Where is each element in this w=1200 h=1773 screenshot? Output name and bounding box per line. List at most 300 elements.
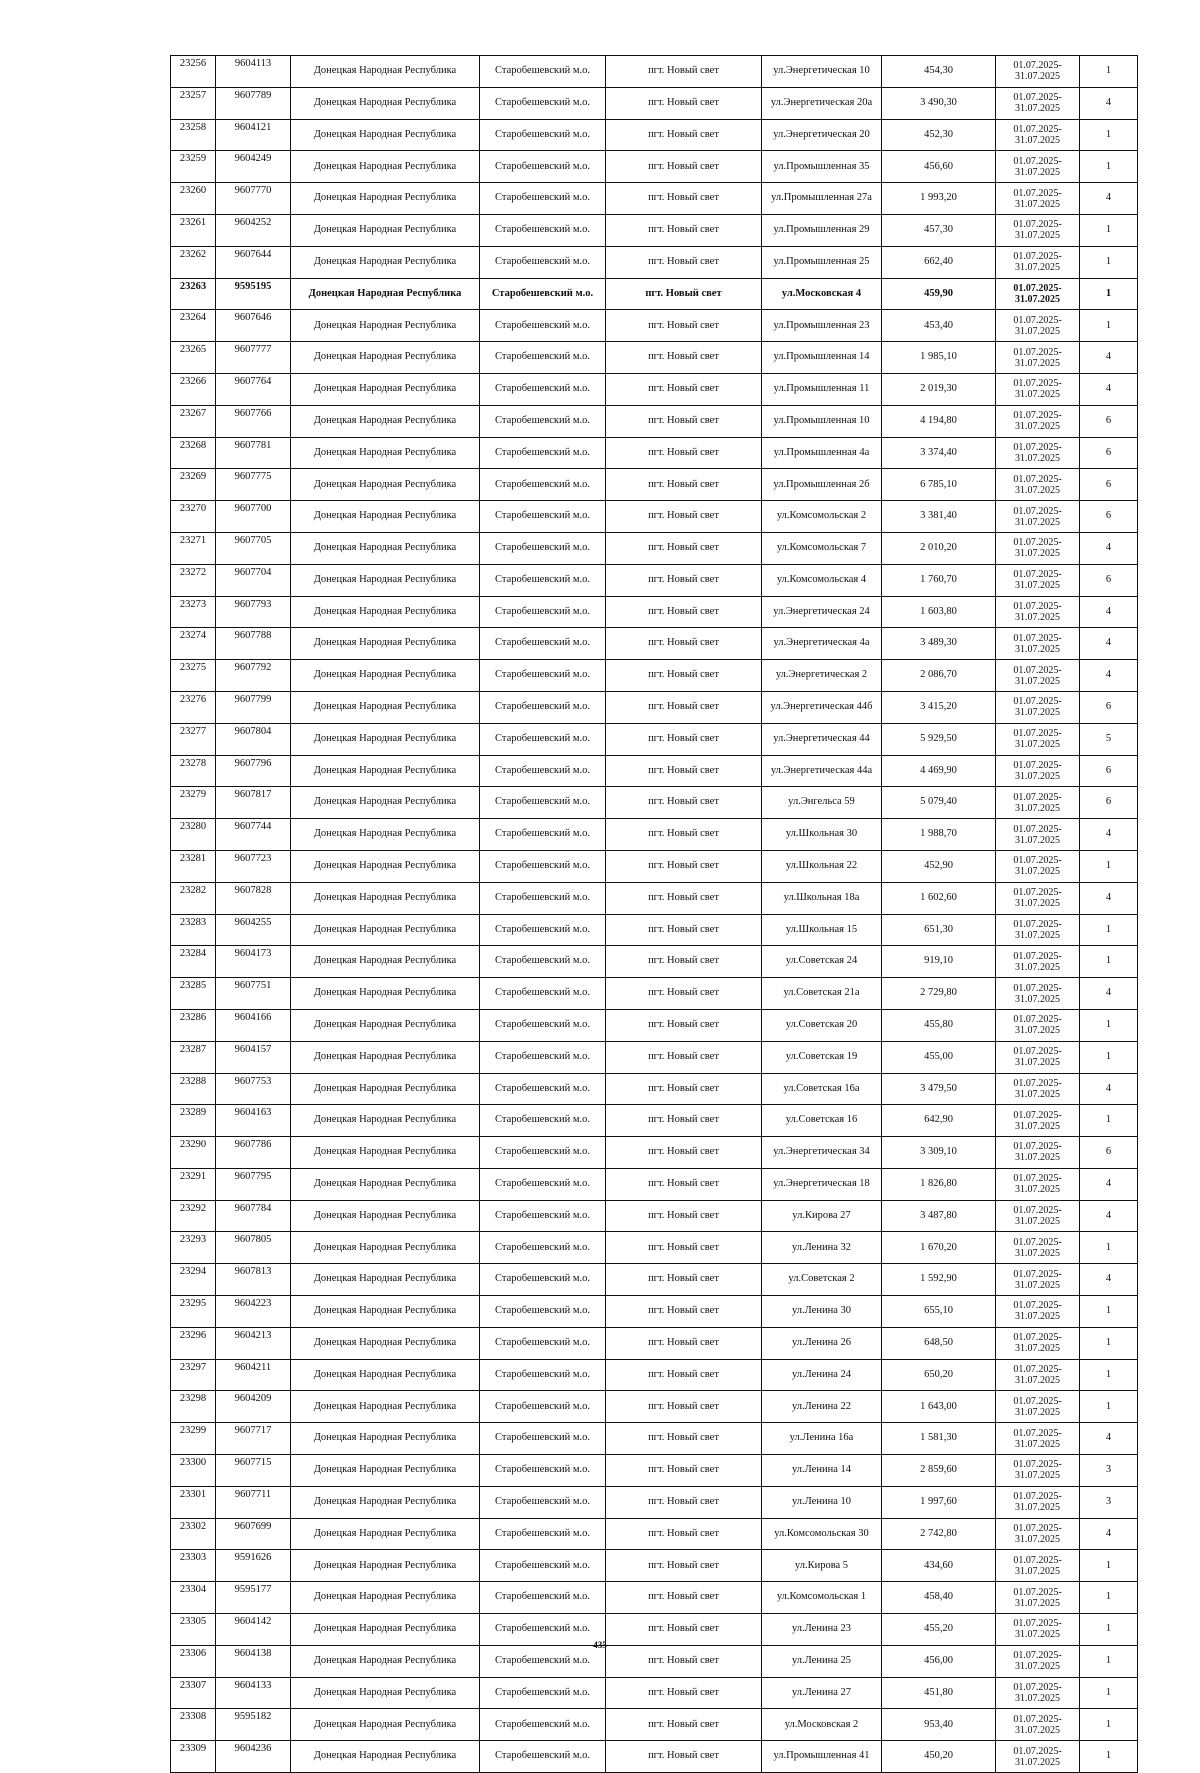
period-range-cell: 01.07.2025-31.07.2025	[996, 437, 1080, 469]
area-value-cell: 4 469,90	[882, 755, 996, 787]
area-value-cell: 662,40	[882, 246, 996, 278]
row-number-cell: 23303	[171, 1550, 216, 1582]
district-name-cell: Старобешевский м.о.	[480, 787, 606, 819]
row-number-cell: 23285	[171, 978, 216, 1010]
district-name-cell: Старобешевский м.о.	[480, 882, 606, 914]
district-name-cell: Старобешевский м.о.	[480, 214, 606, 246]
settlement-name-cell: пгт. Новый свет	[606, 183, 762, 215]
table-row	[171, 1296, 1138, 1328]
street-address-cell: ул.Энгельса 59	[762, 787, 882, 819]
table-row	[171, 1677, 1138, 1709]
table-row	[171, 1582, 1138, 1614]
row-number-cell: 23271	[171, 532, 216, 564]
district-name-cell: Старобешевский м.о.	[480, 342, 606, 374]
region-name-cell: Донецкая Народная Республика	[291, 1645, 480, 1677]
count-value-cell: 6	[1080, 787, 1138, 819]
street-address-cell: ул.Кирова 27	[762, 1200, 882, 1232]
row-number-cell: 23280	[171, 819, 216, 851]
period-range-cell: 01.07.2025-31.07.2025	[996, 1423, 1080, 1455]
street-address-cell: ул.Школьная 15	[762, 914, 882, 946]
area-value-cell: 2 729,80	[882, 978, 996, 1010]
region-name-cell: Донецкая Народная Республика	[291, 1168, 480, 1200]
district-name-cell: Старобешевский м.о.	[480, 819, 606, 851]
district-name-cell: Старобешевский м.о.	[480, 1486, 606, 1518]
district-name-cell: Старобешевский м.о.	[480, 1423, 606, 1455]
district-name-cell: Старобешевский м.о.	[480, 723, 606, 755]
street-address-cell: ул.Комсомольская 1	[762, 1582, 882, 1614]
area-value-cell: 455,00	[882, 1041, 996, 1073]
region-name-cell: Донецкая Народная Республика	[291, 1232, 480, 1264]
district-name-cell: Старобешевский м.о.	[480, 373, 606, 405]
row-number-cell: 23300	[171, 1455, 216, 1487]
registry-table-body	[171, 56, 1138, 1773]
period-range-cell: 01.07.2025-31.07.2025	[996, 1677, 1080, 1709]
area-value-cell: 453,40	[882, 310, 996, 342]
district-name-cell: Старобешевский м.о.	[480, 850, 606, 882]
row-number-cell: 23283	[171, 914, 216, 946]
settlement-name-cell: пгт. Новый свет	[606, 1518, 762, 1550]
settlement-name-cell: пгт. Новый свет	[606, 914, 762, 946]
region-name-cell: Донецкая Народная Республика	[291, 1677, 480, 1709]
count-value-cell: 1	[1080, 1614, 1138, 1646]
period-range-cell: 01.07.2025-31.07.2025	[996, 1327, 1080, 1359]
count-value-cell: 4	[1080, 87, 1138, 119]
count-value-cell: 6	[1080, 469, 1138, 501]
region-name-cell: Донецкая Народная Республика	[291, 214, 480, 246]
period-range-cell: 01.07.2025-31.07.2025	[996, 660, 1080, 692]
count-value-cell: 1	[1080, 246, 1138, 278]
count-value-cell: 1	[1080, 119, 1138, 151]
district-name-cell: Старобешевский м.о.	[480, 119, 606, 151]
region-name-cell: Донецкая Народная Республика	[291, 1137, 480, 1169]
region-name-cell: Донецкая Народная Республика	[291, 882, 480, 914]
table-row	[171, 660, 1138, 692]
period-range-cell: 01.07.2025-31.07.2025	[996, 373, 1080, 405]
area-value-cell: 5 929,50	[882, 723, 996, 755]
row-number-cell: 23292	[171, 1200, 216, 1232]
settlement-name-cell: пгт. Новый свет	[606, 564, 762, 596]
settlement-name-cell: пгт. Новый свет	[606, 151, 762, 183]
table-row	[171, 1359, 1138, 1391]
period-range-cell: 01.07.2025-31.07.2025	[996, 946, 1080, 978]
street-address-cell: ул.Ленина 10	[762, 1486, 882, 1518]
period-range-cell: 01.07.2025-31.07.2025	[996, 755, 1080, 787]
region-name-cell: Донецкая Народная Республика	[291, 1041, 480, 1073]
area-value-cell: 455,80	[882, 1009, 996, 1041]
row-number-cell: 23264	[171, 310, 216, 342]
table-row	[171, 978, 1138, 1010]
table-row	[171, 87, 1138, 119]
street-address-cell: ул.Советская 24	[762, 946, 882, 978]
street-address-cell: ул.Комсомольская 4	[762, 564, 882, 596]
registry-table	[170, 55, 1138, 1773]
street-address-cell: ул.Энергетическая 24	[762, 596, 882, 628]
row-number-cell: 23269	[171, 469, 216, 501]
period-range-cell: 01.07.2025-31.07.2025	[996, 691, 1080, 723]
street-address-cell: ул.Энергетическая 20	[762, 119, 882, 151]
table-row	[171, 596, 1138, 628]
object-code-cell: 9607699	[216, 1518, 291, 1550]
count-value-cell: 4	[1080, 1423, 1138, 1455]
count-value-cell: 1	[1080, 946, 1138, 978]
period-range-cell: 01.07.2025-31.07.2025	[996, 1709, 1080, 1741]
settlement-name-cell: пгт. Новый свет	[606, 310, 762, 342]
count-value-cell: 4	[1080, 1200, 1138, 1232]
street-address-cell: ул.Энергетическая 44	[762, 723, 882, 755]
period-range-cell: 01.07.2025-31.07.2025	[996, 628, 1080, 660]
street-address-cell: ул.Промышленная 27а	[762, 183, 882, 215]
period-range-cell: 01.07.2025-31.07.2025	[996, 1391, 1080, 1423]
region-name-cell: Донецкая Народная Республика	[291, 1582, 480, 1614]
area-value-cell: 6 785,10	[882, 469, 996, 501]
settlement-name-cell: пгт. Новый свет	[606, 1359, 762, 1391]
district-name-cell: Старобешевский м.о.	[480, 1200, 606, 1232]
object-code-cell: 9607786	[216, 1137, 291, 1169]
street-address-cell: ул.Энергетическая 10	[762, 56, 882, 88]
period-range-cell: 01.07.2025-31.07.2025	[996, 1582, 1080, 1614]
table-row	[171, 310, 1138, 342]
table-row	[171, 755, 1138, 787]
object-code-cell: 9604249	[216, 151, 291, 183]
object-code-cell: 9604213	[216, 1327, 291, 1359]
period-range-cell: 01.07.2025-31.07.2025	[996, 1105, 1080, 1137]
row-number-cell: 23304	[171, 1582, 216, 1614]
table-row	[171, 914, 1138, 946]
area-value-cell: 1 592,90	[882, 1264, 996, 1296]
area-value-cell: 3 479,50	[882, 1073, 996, 1105]
period-range-cell: 01.07.2025-31.07.2025	[996, 246, 1080, 278]
period-range-cell: 01.07.2025-31.07.2025	[996, 1232, 1080, 1264]
period-range-cell: 01.07.2025-31.07.2025	[996, 1741, 1080, 1773]
street-address-cell: ул.Промышленная 14	[762, 342, 882, 374]
settlement-name-cell: пгт. Новый свет	[606, 978, 762, 1010]
table-row	[171, 1645, 1138, 1677]
region-name-cell: Донецкая Народная Республика	[291, 183, 480, 215]
region-name-cell: Донецкая Народная Республика	[291, 1391, 480, 1423]
district-name-cell: Старобешевский м.о.	[480, 1677, 606, 1709]
district-name-cell: Старобешевский м.о.	[480, 246, 606, 278]
count-value-cell: 4	[1080, 1168, 1138, 1200]
table-row	[171, 1455, 1138, 1487]
count-value-cell: 4	[1080, 1073, 1138, 1105]
count-value-cell: 1	[1080, 914, 1138, 946]
settlement-name-cell: пгт. Новый свет	[606, 119, 762, 151]
period-range-cell: 01.07.2025-31.07.2025	[996, 819, 1080, 851]
table-row	[171, 278, 1138, 310]
area-value-cell: 1 603,80	[882, 596, 996, 628]
region-name-cell: Донецкая Народная Республика	[291, 691, 480, 723]
count-value-cell: 1	[1080, 1009, 1138, 1041]
settlement-name-cell: пгт. Новый свет	[606, 1741, 762, 1773]
period-range-cell: 01.07.2025-31.07.2025	[996, 183, 1080, 215]
area-value-cell: 919,10	[882, 946, 996, 978]
row-number-cell: 23306	[171, 1645, 216, 1677]
row-number-cell: 23279	[171, 787, 216, 819]
region-name-cell: Донецкая Народная Республика	[291, 1264, 480, 1296]
count-value-cell: 4	[1080, 1264, 1138, 1296]
area-value-cell: 452,90	[882, 850, 996, 882]
count-value-cell: 1	[1080, 56, 1138, 88]
settlement-name-cell: пгт. Новый свет	[606, 1455, 762, 1487]
settlement-name-cell: пгт. Новый свет	[606, 1486, 762, 1518]
table-row	[171, 1232, 1138, 1264]
table-row	[171, 214, 1138, 246]
region-name-cell: Донецкая Народная Республика	[291, 850, 480, 882]
region-name-cell: Донецкая Народная Республика	[291, 151, 480, 183]
street-address-cell: ул.Школьная 22	[762, 850, 882, 882]
count-value-cell: 4	[1080, 342, 1138, 374]
district-name-cell: Старобешевский м.о.	[480, 1232, 606, 1264]
area-value-cell: 655,10	[882, 1296, 996, 1328]
area-value-cell: 1 643,00	[882, 1391, 996, 1423]
settlement-name-cell: пгт. Новый свет	[606, 1009, 762, 1041]
count-value-cell: 1	[1080, 310, 1138, 342]
district-name-cell: Старобешевский м.о.	[480, 1550, 606, 1582]
area-value-cell: 1 760,70	[882, 564, 996, 596]
period-range-cell: 01.07.2025-31.07.2025	[996, 723, 1080, 755]
area-value-cell: 456,60	[882, 151, 996, 183]
object-code-cell: 9604121	[216, 119, 291, 151]
area-value-cell: 454,30	[882, 56, 996, 88]
object-code-cell: 9604133	[216, 1677, 291, 1709]
period-range-cell: 01.07.2025-31.07.2025	[996, 1359, 1080, 1391]
count-value-cell: 1	[1080, 1232, 1138, 1264]
table-row	[171, 723, 1138, 755]
street-address-cell: ул.Промышленная 11	[762, 373, 882, 405]
area-value-cell: 456,00	[882, 1645, 996, 1677]
district-name-cell: Старобешевский м.о.	[480, 1741, 606, 1773]
object-code-cell: 9604173	[216, 946, 291, 978]
period-range-cell: 01.07.2025-31.07.2025	[996, 87, 1080, 119]
row-number-cell: 23297	[171, 1359, 216, 1391]
street-address-cell: ул.Промышленная 29	[762, 214, 882, 246]
settlement-name-cell: пгт. Новый свет	[606, 87, 762, 119]
table-row	[171, 119, 1138, 151]
area-value-cell: 3 309,10	[882, 1137, 996, 1169]
table-row	[171, 1137, 1138, 1169]
row-number-cell: 23261	[171, 214, 216, 246]
region-name-cell: Донецкая Народная Республика	[291, 373, 480, 405]
settlement-name-cell: пгт. Новый свет	[606, 373, 762, 405]
street-address-cell: ул.Ленина 14	[762, 1455, 882, 1487]
district-name-cell: Старобешевский м.о.	[480, 310, 606, 342]
period-range-cell: 01.07.2025-31.07.2025	[996, 1645, 1080, 1677]
region-name-cell: Донецкая Народная Республика	[291, 501, 480, 533]
settlement-name-cell: пгт. Новый свет	[606, 1550, 762, 1582]
street-address-cell: ул.Ленина 27	[762, 1677, 882, 1709]
object-code-cell: 9604252	[216, 214, 291, 246]
table-row	[171, 1391, 1138, 1423]
area-value-cell: 1 985,10	[882, 342, 996, 374]
region-name-cell: Донецкая Народная Республика	[291, 87, 480, 119]
table-row	[171, 1073, 1138, 1105]
district-name-cell: Старобешевский м.о.	[480, 914, 606, 946]
table-row	[171, 628, 1138, 660]
count-value-cell: 6	[1080, 564, 1138, 596]
row-number-cell: 23259	[171, 151, 216, 183]
row-number-cell: 23268	[171, 437, 216, 469]
table-row	[171, 437, 1138, 469]
object-code-cell: 9604166	[216, 1009, 291, 1041]
district-name-cell: Старобешевский м.о.	[480, 1582, 606, 1614]
row-number-cell: 23302	[171, 1518, 216, 1550]
object-code-cell: 9607789	[216, 87, 291, 119]
region-name-cell: Донецкая Народная Республика	[291, 437, 480, 469]
count-value-cell: 5	[1080, 723, 1138, 755]
object-code-cell: 9607805	[216, 1232, 291, 1264]
settlement-name-cell: пгт. Новый свет	[606, 1073, 762, 1105]
street-address-cell: ул.Энергетическая 20а	[762, 87, 882, 119]
row-number-cell: 23291	[171, 1168, 216, 1200]
period-range-cell: 01.07.2025-31.07.2025	[996, 1296, 1080, 1328]
region-name-cell: Донецкая Народная Республика	[291, 1741, 480, 1773]
district-name-cell: Старобешевский м.о.	[480, 532, 606, 564]
count-value-cell: 6	[1080, 437, 1138, 469]
region-name-cell: Донецкая Народная Республика	[291, 755, 480, 787]
street-address-cell: ул.Советская 20	[762, 1009, 882, 1041]
row-number-cell: 23263	[171, 278, 216, 310]
area-value-cell: 642,90	[882, 1105, 996, 1137]
object-code-cell: 9607799	[216, 691, 291, 723]
region-name-cell: Донецкая Народная Республика	[291, 1359, 480, 1391]
object-code-cell: 9607828	[216, 882, 291, 914]
row-number-cell: 23272	[171, 564, 216, 596]
district-name-cell: Старобешевский м.о.	[480, 1041, 606, 1073]
period-range-cell: 01.07.2025-31.07.2025	[996, 1041, 1080, 1073]
region-name-cell: Донецкая Народная Республика	[291, 1200, 480, 1232]
table-row	[171, 691, 1138, 723]
settlement-name-cell: пгт. Новый свет	[606, 628, 762, 660]
settlement-name-cell: пгт. Новый свет	[606, 1423, 762, 1455]
period-range-cell: 01.07.2025-31.07.2025	[996, 1455, 1080, 1487]
period-range-cell: 01.07.2025-31.07.2025	[996, 978, 1080, 1010]
object-code-cell: 9607753	[216, 1073, 291, 1105]
district-name-cell: Старобешевский м.о.	[480, 564, 606, 596]
region-name-cell: Донецкая Народная Республика	[291, 564, 480, 596]
count-value-cell: 4	[1080, 1518, 1138, 1550]
table-row	[171, 946, 1138, 978]
district-name-cell: Старобешевский м.о.	[480, 596, 606, 628]
row-number-cell: 23309	[171, 1741, 216, 1773]
table-row	[171, 501, 1138, 533]
period-range-cell: 01.07.2025-31.07.2025	[996, 1200, 1080, 1232]
district-name-cell: Старобешевский м.о.	[480, 1137, 606, 1169]
row-number-cell: 23301	[171, 1486, 216, 1518]
settlement-name-cell: пгт. Новый свет	[606, 56, 762, 88]
street-address-cell: ул.Московская 4	[762, 278, 882, 310]
object-code-cell: 9595195	[216, 278, 291, 310]
object-code-cell: 9607744	[216, 819, 291, 851]
street-address-cell: ул.Энергетическая 4а	[762, 628, 882, 660]
region-name-cell: Донецкая Народная Республика	[291, 1709, 480, 1741]
count-value-cell: 6	[1080, 1137, 1138, 1169]
count-value-cell: 1	[1080, 850, 1138, 882]
area-value-cell: 3 489,30	[882, 628, 996, 660]
count-value-cell: 1	[1080, 214, 1138, 246]
region-name-cell: Донецкая Народная Республика	[291, 819, 480, 851]
region-name-cell: Донецкая Народная Республика	[291, 596, 480, 628]
period-range-cell: 01.07.2025-31.07.2025	[996, 278, 1080, 310]
region-name-cell: Донецкая Народная Республика	[291, 1486, 480, 1518]
street-address-cell: ул.Промышленная 2б	[762, 469, 882, 501]
street-address-cell: ул.Школьная 18а	[762, 882, 882, 914]
area-value-cell: 3 487,80	[882, 1200, 996, 1232]
period-range-cell: 01.07.2025-31.07.2025	[996, 405, 1080, 437]
count-value-cell: 4	[1080, 882, 1138, 914]
district-name-cell: Старобешевский м.о.	[480, 1168, 606, 1200]
region-name-cell: Донецкая Народная Республика	[291, 628, 480, 660]
street-address-cell: ул.Ленина 32	[762, 1232, 882, 1264]
object-code-cell: 9607646	[216, 310, 291, 342]
area-value-cell: 3 381,40	[882, 501, 996, 533]
region-name-cell: Донецкая Народная Республика	[291, 278, 480, 310]
table-row	[171, 1105, 1138, 1137]
settlement-name-cell: пгт. Новый свет	[606, 342, 762, 374]
district-name-cell: Старобешевский м.о.	[480, 691, 606, 723]
settlement-name-cell: пгт. Новый свет	[606, 1168, 762, 1200]
row-number-cell: 23265	[171, 342, 216, 374]
period-range-cell: 01.07.2025-31.07.2025	[996, 214, 1080, 246]
object-code-cell: 9607804	[216, 723, 291, 755]
period-range-cell: 01.07.2025-31.07.2025	[996, 914, 1080, 946]
street-address-cell: ул.Ленина 26	[762, 1327, 882, 1359]
object-code-cell: 9607764	[216, 373, 291, 405]
street-address-cell: ул.Промышленная 23	[762, 310, 882, 342]
area-value-cell: 3 374,40	[882, 437, 996, 469]
region-name-cell: Донецкая Народная Республика	[291, 1550, 480, 1582]
count-value-cell: 4	[1080, 183, 1138, 215]
row-number-cell: 23273	[171, 596, 216, 628]
object-code-cell: 9607723	[216, 850, 291, 882]
row-number-cell: 23296	[171, 1327, 216, 1359]
region-name-cell: Донецкая Народная Республика	[291, 1455, 480, 1487]
street-address-cell: ул.Энергетическая 44б	[762, 691, 882, 723]
row-number-cell: 23277	[171, 723, 216, 755]
table-row	[171, 819, 1138, 851]
row-number-cell: 23307	[171, 1677, 216, 1709]
row-number-cell: 23276	[171, 691, 216, 723]
object-code-cell: 9591626	[216, 1550, 291, 1582]
area-value-cell: 1 826,80	[882, 1168, 996, 1200]
district-name-cell: Старобешевский м.о.	[480, 1264, 606, 1296]
period-range-cell: 01.07.2025-31.07.2025	[996, 1518, 1080, 1550]
object-code-cell: 9604163	[216, 1105, 291, 1137]
object-code-cell: 9607781	[216, 437, 291, 469]
region-name-cell: Донецкая Народная Республика	[291, 1073, 480, 1105]
count-value-cell: 1	[1080, 1327, 1138, 1359]
settlement-name-cell: пгт. Новый свет	[606, 946, 762, 978]
object-code-cell: 9604211	[216, 1359, 291, 1391]
settlement-name-cell: пгт. Новый свет	[606, 532, 762, 564]
region-name-cell: Донецкая Народная Республика	[291, 978, 480, 1010]
object-code-cell: 9607777	[216, 342, 291, 374]
period-range-cell: 01.07.2025-31.07.2025	[996, 564, 1080, 596]
count-value-cell: 3	[1080, 1486, 1138, 1518]
settlement-name-cell: пгт. Новый свет	[606, 278, 762, 310]
object-code-cell: 9607704	[216, 564, 291, 596]
district-name-cell: Старобешевский м.о.	[480, 1709, 606, 1741]
district-name-cell: Старобешевский м.о.	[480, 469, 606, 501]
object-code-cell: 9604157	[216, 1041, 291, 1073]
settlement-name-cell: пгт. Новый свет	[606, 882, 762, 914]
district-name-cell: Старобешевский м.о.	[480, 501, 606, 533]
row-number-cell: 23275	[171, 660, 216, 692]
region-name-cell: Донецкая Народная Республика	[291, 1423, 480, 1455]
region-name-cell: Донецкая Народная Республика	[291, 1296, 480, 1328]
count-value-cell: 4	[1080, 660, 1138, 692]
street-address-cell: ул.Промышленная 10	[762, 405, 882, 437]
row-number-cell: 23288	[171, 1073, 216, 1105]
